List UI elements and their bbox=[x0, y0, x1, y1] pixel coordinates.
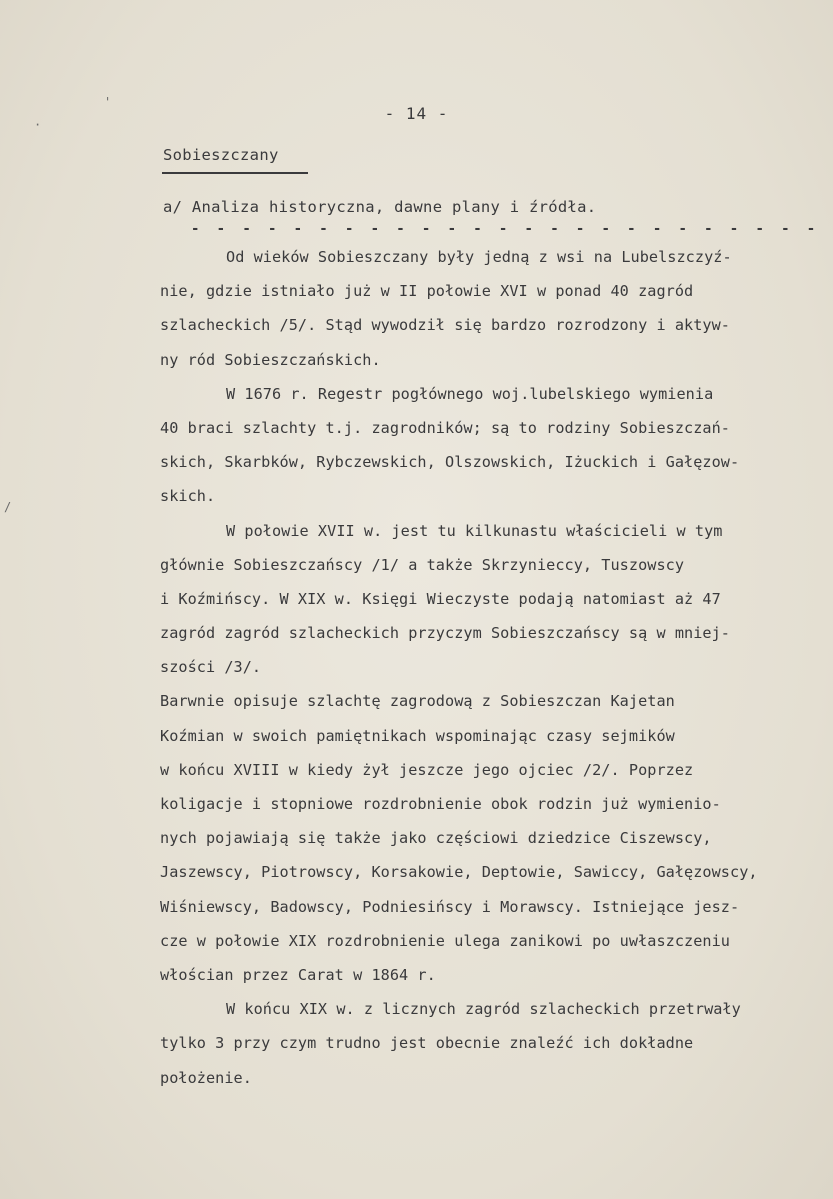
text-line: Jaszewscy, Piotrowscy, Korsakowie, Deptowie, Sawiccy, Gałęzowscy, bbox=[160, 863, 758, 882]
text-line: Koźmian w swoich pamiętnikach wspominając czasy sejmików bbox=[160, 726, 675, 745]
text-line: tylko 3 przy czym trudno jest obecnie znaleźć ich dokładne bbox=[160, 1034, 694, 1053]
text-line: W 1676 r. Regestr pogłównego woj.lubelskiego wymienia bbox=[226, 384, 714, 403]
paper-speck: / bbox=[4, 500, 12, 514]
text-line: skich, Skarbków, Rybczewskich, Olszowskich, Iżuckich i Gałęzow- bbox=[160, 453, 740, 472]
text-line: położenie. bbox=[160, 1068, 252, 1087]
text-line: zagród zagród szlacheckich przyczym Sobieszczańscy są w mniej- bbox=[160, 624, 731, 643]
text-line: głównie Sobieszczańscy /1/ a także Skrzynieccy, Tuszowscy bbox=[160, 555, 685, 574]
body-text bbox=[160, 240, 820, 1095]
section-title: Sobieszczany bbox=[163, 146, 279, 164]
text-line: włościan przez Carat w 1864 r. bbox=[160, 965, 436, 984]
dashed-underline: - - - - - - - - - - - - - - - - - - - - - - - - - bbox=[191, 221, 820, 237]
text-line: Od wieków Sobieszczany były jedną z wsi na Lubelszczyź- bbox=[226, 248, 732, 266]
text-line: ny ród Sobieszczańskich. bbox=[160, 350, 381, 369]
text-line: cze w połowie XIX rozdrobnienie ulega zanikowi po uwłaszczeniu bbox=[160, 931, 731, 950]
text-line: szości /3/. bbox=[160, 658, 262, 677]
paper-speck: ' bbox=[104, 95, 112, 109]
text-line: w końcu XVIII w kiedy żył jeszcze jego ojciec /2/. Poprzez bbox=[160, 760, 694, 779]
text-line: skich. bbox=[160, 487, 216, 506]
text-line: 40 braci szlachty t.j. zagrodników; są to rodziny Sobieszczań- bbox=[160, 418, 731, 437]
text-line: nie, gdzie istniało już w II połowie XVI w ponad 40 zagród bbox=[160, 282, 694, 301]
text-line: i Koźmińscy. W XIX w. Księgi Wieczyste podają natomiast aż 47 bbox=[160, 589, 721, 608]
text-line: W końcu XIX w. z licznych zagród szlacheckich przetrwały bbox=[226, 1000, 741, 1019]
text-line: W połowie XVII w. jest tu kilkunastu właścicieli w tym bbox=[226, 521, 723, 540]
page-number: - 14 - bbox=[384, 104, 449, 123]
text-line: Wiśniewscy, Badowscy, Podniesińscy i Morawscy. Istniejące jesz- bbox=[160, 897, 740, 916]
section-title-underline bbox=[162, 172, 308, 174]
subheading: a/ Analiza historyczna, dawne plany i źródła. bbox=[163, 198, 597, 216]
text-line: szlacheckich /5/. Stąd wywodził się bardzo rozrodzony i aktyw- bbox=[160, 316, 731, 335]
text-line: Barwnie opisuje szlachtę zagrodową z Sobieszczan Kajetan bbox=[160, 692, 675, 711]
paper-speck: · bbox=[34, 118, 42, 132]
text-line: koligacje i stopniowe rozdrobnienie obok rodzin już wymienio- bbox=[160, 795, 721, 813]
text-line: nych pojawiają się także jako częściowi dziedzice Ciszewscy, bbox=[160, 829, 712, 848]
